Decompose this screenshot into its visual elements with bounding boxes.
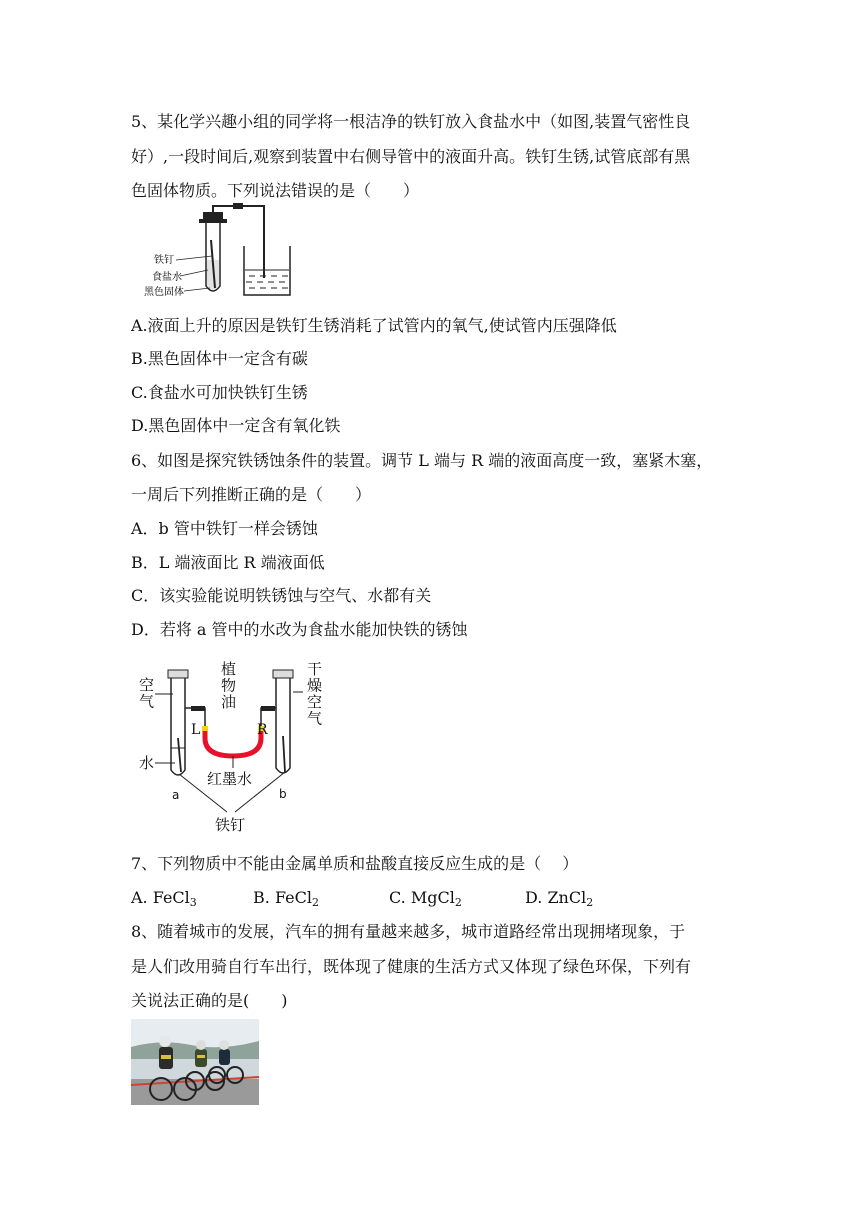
q5-stem-line-1: 5、某化学兴趣小组的同学将一根洁净的铁钉放入食盐水中（如图,装置气密性良 xyxy=(131,112,691,131)
q6-option-c: C．该实验能说明铁锈蚀与空气、水都有关 xyxy=(131,586,432,605)
q6-option-d: D．若将 a 管中的水改为食盐水能加快铁的锈蚀 xyxy=(131,620,468,639)
label-tube-a: a xyxy=(172,788,180,802)
q6-stem-line-2: 一周后下列推断正确的是（ ） xyxy=(131,485,372,504)
q6-stem-line-1: 6、如图是探究铁锈蚀条件的装置。调节 L 端与 R 端的液面高度一致，塞紧木塞， xyxy=(131,451,713,470)
q6-corrosion-apparatus-figure xyxy=(135,660,335,840)
q7-option-b: B. FeCl$_2$ xyxy=(253,888,319,909)
label-water: 水 xyxy=(139,754,155,772)
q5-option-d: D.黑色固体中一定含有氧化铁 xyxy=(131,416,341,435)
label-salt-water: 食盐水 xyxy=(152,272,182,283)
label-oil: 植物油 xyxy=(221,660,237,711)
q5-option-c: C.食盐水可加快铁钉生锈 xyxy=(131,383,308,402)
label-dry-air: 干燥空气 xyxy=(307,660,323,728)
q8-stem-line-2: 是人们改用骑自行车出行，既体现了健康的生活方式又体现了绿色环保，下列有 xyxy=(131,957,692,976)
label-black-solid: 黑色固体 xyxy=(144,287,184,298)
q8-stem-line-3: 关说法正确的是( ) xyxy=(131,991,288,1010)
q5-option-b: B.黑色固体中一定含有碳 xyxy=(131,349,308,368)
q5-apparatus-figure xyxy=(140,200,300,302)
label-tube-b: b xyxy=(279,787,287,801)
label-nails: 铁钉 xyxy=(215,816,246,834)
red-ink xyxy=(205,730,261,756)
q7-option-c: C. MgCl$_2$ xyxy=(389,888,462,909)
oil-left xyxy=(202,726,208,731)
q7-option-d: D. ZnCl$_2$ xyxy=(525,888,594,909)
q6-option-b: B．L 端液面比 R 端液面低 xyxy=(131,553,325,572)
label-air: 空气 xyxy=(139,676,155,711)
label-red-ink: 红墨水 xyxy=(207,770,253,788)
cyclists-photo xyxy=(131,1019,259,1105)
q8-stem-line-1: 8、随着城市的发展，汽车的拥有量越来越多，城市道路经常出现拥堵现象，于 xyxy=(131,922,686,941)
q7-option-a: A. FeCl$_3$ xyxy=(131,888,197,909)
label-R: R xyxy=(257,722,268,738)
q7-stem: 7、下列物质中不能由金属单质和盐酸直接反应生成的是（ ） xyxy=(131,854,579,873)
q6-option-a: A．b 管中铁钉一样会锈蚀 xyxy=(131,519,318,538)
q5-stem-line-2: 好）,一段时间后,观察到装置中右侧导管中的液面升高。铁钉生锈,试管底部有黑 xyxy=(131,147,691,166)
label-nail: 铁钉 xyxy=(154,255,174,266)
q5-option-a: A.液面上升的原因是铁钉生锈消耗了试管内的氧气,使试管内压强降低 xyxy=(131,316,617,335)
q5-stem-line-3: 色固体物质。下列说法错误的是（ ） xyxy=(131,181,420,200)
label-L: L xyxy=(191,722,201,738)
